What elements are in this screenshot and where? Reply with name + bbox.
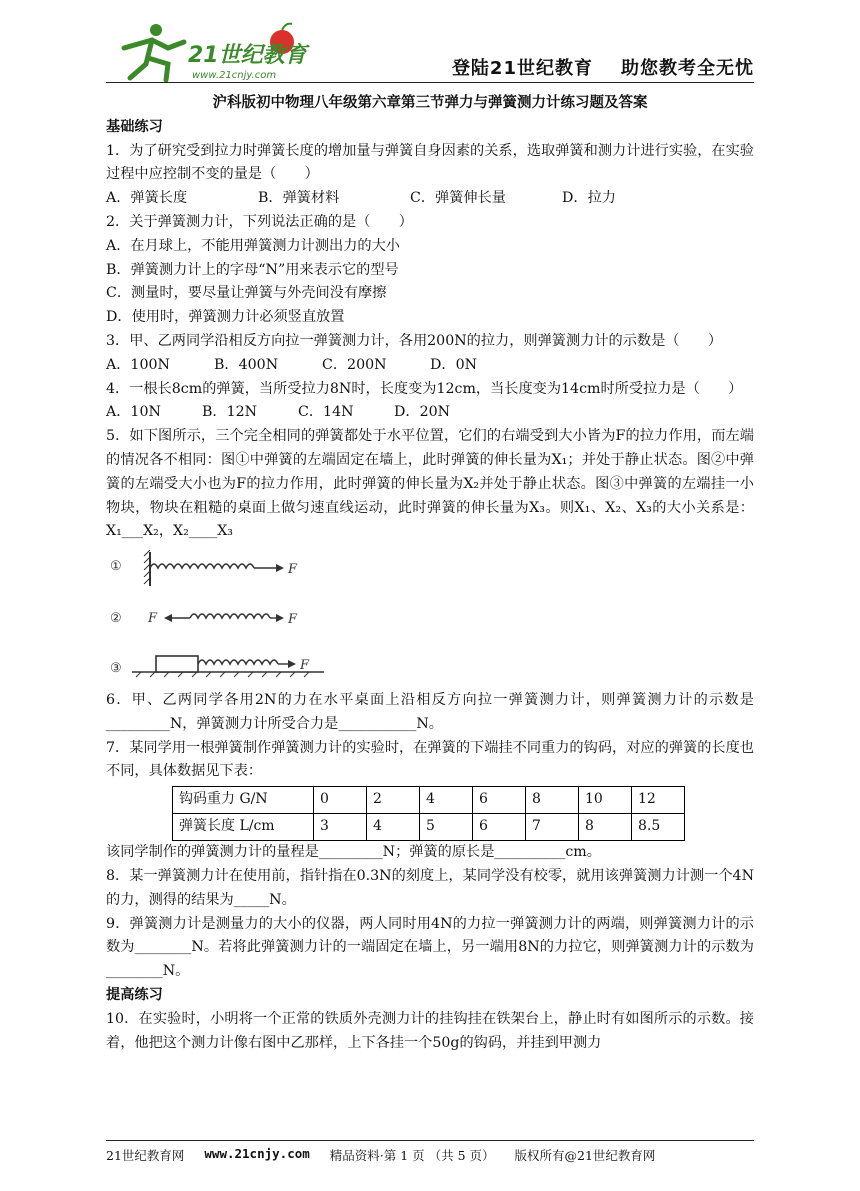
figure-label-3: ③ (110, 661, 122, 677)
table-cell: 3 (314, 814, 367, 841)
option: A．10N (106, 404, 161, 421)
question-4-options (106, 401, 754, 425)
option: B．400N (214, 356, 279, 373)
slogan-right: 助您教考全无忧 (621, 58, 754, 79)
force-label-1: F (288, 562, 298, 578)
page-footer (106, 1140, 754, 1164)
question-8: 8．某一弹簧测力计在使用前，指针指在0.3N的刻度上，某同学没有校零，就用该弹簧测力计测一个4N的力，测得的结果为_____N。 (106, 867, 754, 908)
figure-label-1: ① (110, 559, 122, 575)
table-cell: 5 (420, 814, 473, 841)
table-cell: 12 (632, 787, 685, 814)
table-row (173, 814, 685, 841)
header-rule (106, 82, 754, 83)
table-cell: 2 (367, 787, 420, 814)
option: D．使用时，弹簧测力计必须竖直放置 (106, 309, 345, 326)
table-cell: 8 (526, 787, 579, 814)
table-cell: 6 (473, 787, 526, 814)
block (156, 656, 198, 672)
footer-url[interactable]: www.21cnjy.com (204, 1146, 310, 1161)
footer-copyright: 版权所有@21世纪教育网 (514, 1148, 656, 1163)
table-row (173, 787, 685, 814)
table-header-cell: 钩码重力 G/N (173, 787, 314, 814)
spring-2 (190, 614, 270, 618)
logo-url: www.21cnjy.com (192, 70, 277, 81)
slogan-left: 登陆21世纪教育 (451, 58, 593, 79)
table-cell: 6 (473, 814, 526, 841)
question-5: 5．如下图所示，三个完全相同的弹簧都处于水平位置，它们的右端受到大小皆为F的拉力作用，而左端的情况各不相同：图①中弹簧的左端固定在墙上，此时弹簧的伸长量为X₁；并处于静止状态。图②中弹簧的左端受大小也为F的拉力作用，此时弹簧的伸长量为X₂并处于静止状态。图③中弹簧的左端挂一小物块，物块在粗糙的桌面上做匀速直线运动，此时弹簧的伸长量为X₃。则X₁、X₂、X₃的大小关系是：X₁___X₂，X₂____X₃ (106, 428, 754, 540)
option: D．拉力 (562, 190, 616, 207)
option: D．20N (394, 404, 451, 421)
question-1: 1．为了研究受到拉力时弹簧长度的增加量与弹簧自身因素的关系，选取弹簧和测力计进行实验，在实验过程中应控制不变的量是（ ） (106, 142, 754, 183)
section-advanced: 提高练习 (106, 986, 163, 1003)
option: C．200N (322, 356, 387, 373)
option: C．测量时，要尽量让弹簧与外壳间没有摩擦 (106, 285, 387, 302)
document-body (106, 92, 754, 1055)
footer-site: 21世纪教育网 (106, 1148, 185, 1163)
table-cell: 8.5 (632, 814, 685, 841)
table-cell: 8 (579, 814, 632, 841)
spring-1 (150, 564, 254, 568)
question-3-options (106, 354, 754, 378)
table-cell: 4 (420, 787, 473, 814)
spring-figure (106, 550, 346, 678)
option: B．12N (202, 404, 258, 421)
force-label-2-right: F (288, 612, 298, 628)
question-10: 10．在实验时，小明将一个正常的铁质外壳测力计的挂钩挂在铁架台上，静止时有如图所示的示数。接着，他把这个测力计像右图中乙那样，上下各挂一个50g的钩码，并挂到甲测力 (106, 1010, 754, 1051)
header-slogan (452, 54, 754, 80)
data-table (172, 786, 685, 841)
option: D．0N (430, 356, 478, 373)
table-cell: 4 (367, 814, 420, 841)
question-4: 4．一根长8cm的弹簧，当所受拉力8N时，长度变为12cm，当长度变为14cm时所受拉力是（ ） (106, 380, 743, 397)
question-2: 2．关于弹簧测力计，下列说法正确的是（ ） (106, 213, 413, 230)
logo (112, 18, 312, 84)
document-title: 沪科版初中物理八年级第六章第三节弹力与弹簧测力计练习题及答案 (212, 95, 648, 111)
force-label-3: F (300, 658, 310, 674)
option: B．弹簧材料 (258, 190, 340, 207)
table-cell: 7 (526, 814, 579, 841)
figure-label-2: ② (110, 611, 122, 627)
question-1-options (106, 187, 754, 211)
option: C．14N (298, 404, 354, 421)
table-header-cell: 弹簧长度 L/cm (173, 814, 314, 841)
section-basic: 基础练习 (106, 118, 163, 135)
option: B．弹簧测力计上的字母“N”用来表示它的型号 (106, 261, 399, 278)
question-7: 7．某同学用一根弹簧制作弹簧测力计的实验时，在弹簧的下端挂不同重力的钩码，对应的弹簧的长度也不同，具体数据见下表： (106, 739, 754, 780)
running-figure-icon (124, 24, 184, 80)
option: C．弹簧伸长量 (410, 190, 506, 207)
table-cell: 0 (314, 787, 367, 814)
force-label-2-left: F (148, 611, 158, 627)
option: A．弹簧长度 (106, 190, 188, 207)
option: A．在月球上，不能用弹簧测力计测出力的大小 (106, 237, 400, 254)
question-7-followup: 该同学制作的弹簧测力计的量程是_________N；弹簧的原长是__________cm。 (106, 844, 601, 861)
question-3: 3．甲、乙两同学沿相反方向拉一弹簧测力计，各用200N的拉力，则弹簧测力计的示数是（ ） (106, 332, 723, 349)
question-6: 6．甲、乙两同学各用2N的力在水平桌面上沿相反方向拉一弹簧测力计，则弹簧测力计的示数是_________N，弹簧测力计所受合力是___________N。 (106, 691, 754, 732)
logo-text: 21世纪教育 (188, 43, 307, 68)
spring-3 (198, 660, 278, 664)
footer-page: 精品资料·第 1 页 （共 5 页） (329, 1148, 495, 1163)
table-cell: 10 (579, 787, 632, 814)
question-9: 9．弹簧测力计是测量力的大小的仪器，两人同时用4N的力拉一弹簧测力计的两端，则弹簧测力计的示数为________N。若将此弹簧测力计的一端固定在墙上，另一端用8N的力拉它，则弹簧测力计的示数为________N。 (106, 915, 754, 980)
option: A．100N (106, 356, 170, 373)
